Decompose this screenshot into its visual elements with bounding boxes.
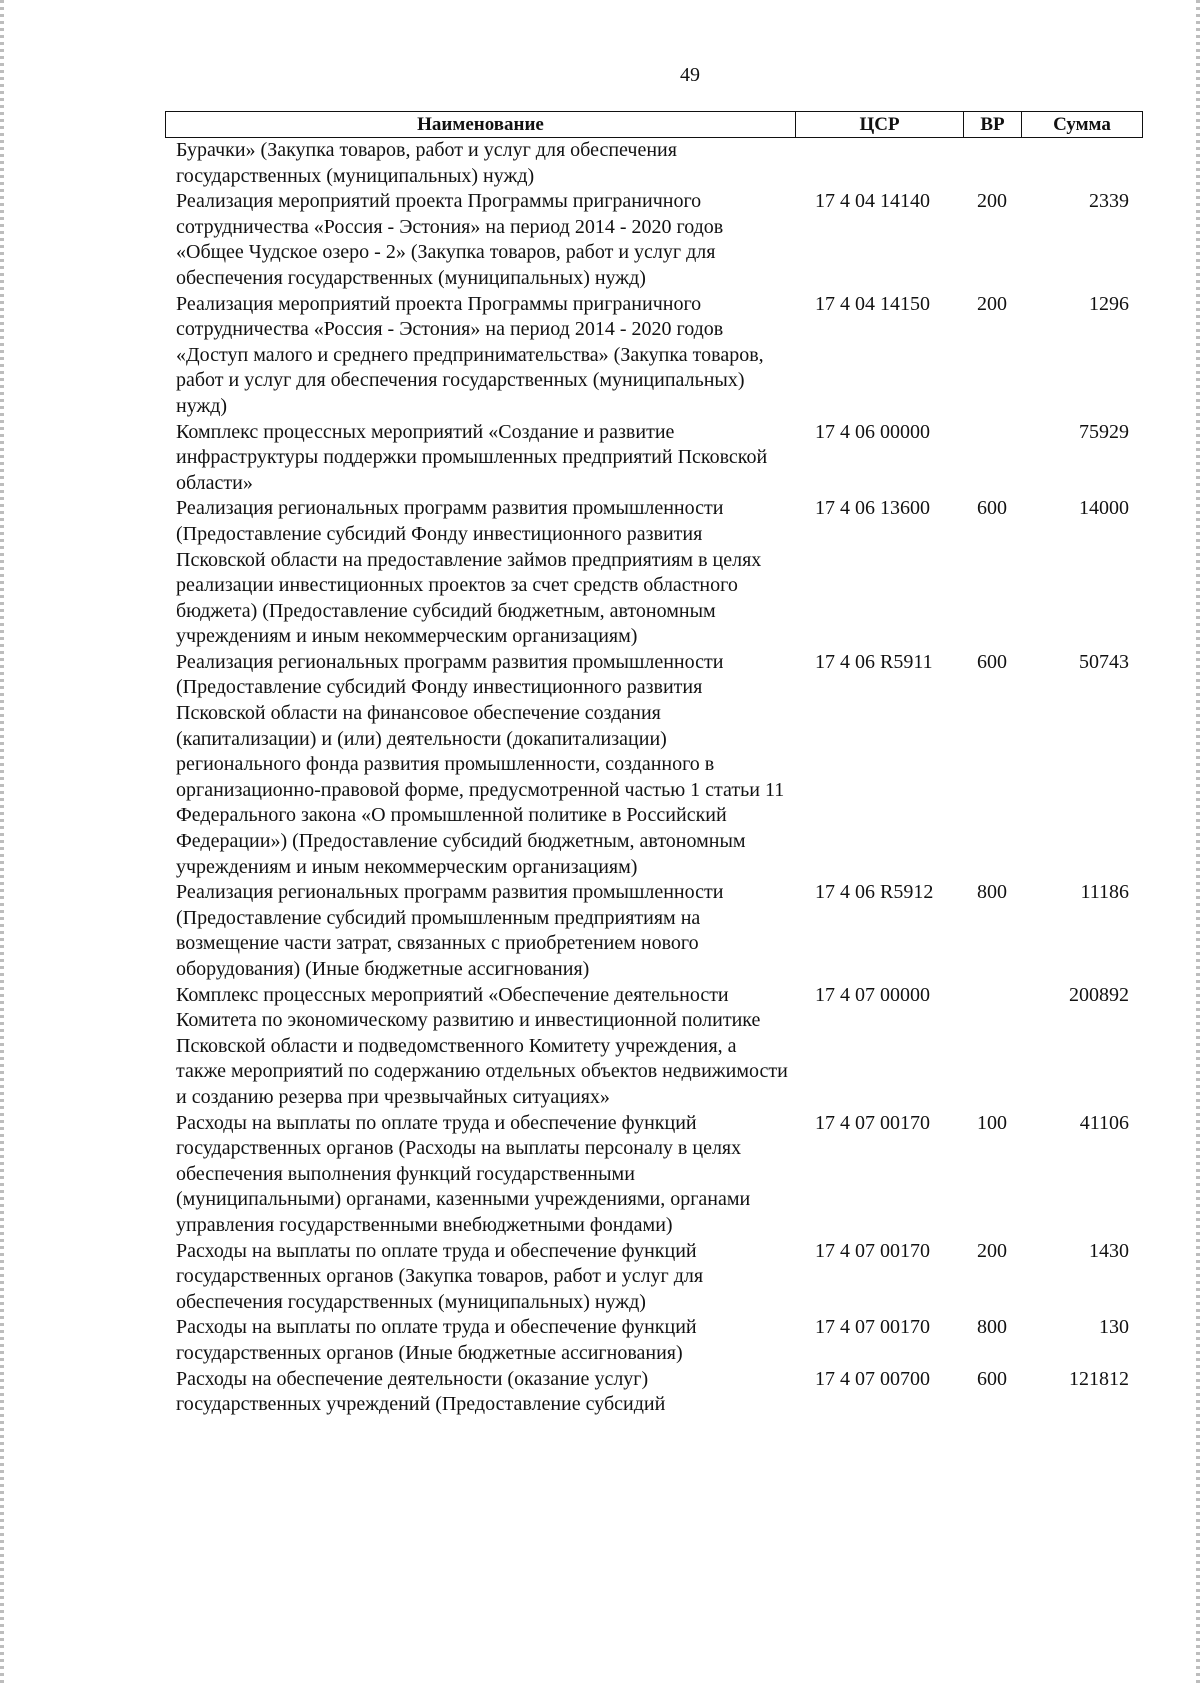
row-sum: 50743 [1079, 650, 1129, 673]
table-row [165, 496, 1143, 650]
row-sum: 1296 [1089, 292, 1129, 315]
row-csr: 17 4 04 14140 [815, 190, 930, 213]
row-vr: 200 [977, 1239, 1007, 1262]
row-name: Расходы на выплаты по оплате труда и обеспечение функций государственных органов (Закупка товаров, работ и услуг для обеспечения государственных (муниципальных) нужд) [176, 1239, 704, 1313]
row-csr: 17 4 06 R5911 [815, 650, 933, 673]
row-vr: 800 [977, 881, 1007, 904]
row-name: Комплекс процессных мероприятий «Обеспечение деятельности Комитета по экономическому развитию и инвестиционной политике Псковской области и подведомственного Комитету учреждения, а также мероприятий по содержанию отдельных объектов недвижимости и созданию резерва при чрезвычайных ситуациях» [176, 983, 788, 1108]
row-vr [963, 983, 1021, 1111]
table-row [165, 189, 1143, 291]
row-name: Реализация мероприятий проекта Программы приграничного сотрудничества «Россия - Эстония» на период 2014 - 2020 годов «Общее Чудское озеро - 2» (Закупка товаров, работ и услуг для обеспечения государственных (муниципальных) нужд) [176, 190, 724, 289]
table-row [165, 292, 1143, 420]
row-sum: 1430 [1089, 1239, 1129, 1262]
table-row [165, 1239, 1143, 1316]
table-header [165, 111, 1143, 138]
row-sum: 41106 [1079, 1111, 1129, 1134]
row-vr: 600 [977, 1367, 1007, 1390]
row-name: Расходы на выплаты по оплате труда и обеспечение функций государственных органов (Расходы на выплаты персоналу в целях обеспечения выполнения функций государственными (муниципальными) органами, казенными учреждениями, органами управления государственными внебюджетными фондами) [176, 1111, 751, 1236]
table-row [165, 880, 1143, 982]
row-name: Реализация региональных программ развития промышленности (Предоставление субсидий Фонду инвестиционного развития Псковской области на финансовое обеспечение создания (капитализации) и (или) деятельности (докапитализации) регионального фонда развития промышленности, созданного в организационно-правовой форме, предусмотренной частью 1 статьи 11 Федерального закона «О промышленной политике в Российский Федерации») (Предоставление субсидий бюджетным, автономным учреждениям и иным некоммерческим организациям) [176, 650, 785, 878]
table-row [165, 420, 1143, 497]
row-sum: 14000 [1079, 497, 1129, 520]
row-vr: 200 [977, 190, 1007, 213]
header-name: Наименование [166, 112, 796, 137]
row-csr: 17 4 07 00000 [815, 983, 930, 1006]
row-sum: 11186 [1080, 881, 1129, 904]
row-csr: 17 4 06 R5912 [815, 881, 934, 904]
row-csr: 17 4 07 00170 [815, 1316, 930, 1339]
table-row [165, 983, 1143, 1111]
row-name: Реализация региональных программ развития промышленности (Предоставление субсидий промышленным предприятиям на возмещение части затрат, связанных с приобретением нового оборудования) (Иные бюджетные ассигнования) [176, 881, 724, 980]
table-row [165, 1315, 1143, 1366]
page-number: 49 [680, 64, 700, 86]
table-row [165, 650, 1143, 880]
row-csr: 17 4 07 00170 [815, 1111, 930, 1134]
budget-table [165, 111, 1143, 1418]
scan-edge-left [0, 0, 4, 1686]
table-row [165, 1367, 1143, 1418]
row-csr: 17 4 06 13600 [815, 497, 930, 520]
row-sum: 200892 [1069, 983, 1129, 1006]
row-name: Комплекс процессных мероприятий «Создание и развитие инфраструктуры поддержки промышленных предприятий Псковской области» [176, 420, 768, 494]
header-sum: Сумма [1053, 114, 1111, 135]
table-body [165, 138, 1143, 1418]
row-csr [795, 138, 963, 189]
row-name: Бурачки» (Закупка товаров, работ и услуг для обеспечения государственных (муниципальных) нужд) [176, 139, 677, 187]
row-sum: 2339 [1089, 190, 1129, 213]
row-sum [1021, 138, 1143, 189]
row-name: Расходы на выплаты по оплате труда и обеспечение функций государственных органов (Иные бюджетные ассигнования) [176, 1316, 697, 1364]
table-row [165, 138, 1143, 189]
row-vr [963, 138, 1021, 189]
row-vr: 200 [977, 292, 1007, 315]
row-csr: 17 4 04 14150 [815, 292, 930, 315]
scan-edge-right [1196, 0, 1200, 1686]
header-csr: ЦСР [796, 112, 964, 137]
header-vr: ВР [964, 112, 1022, 137]
row-csr: 17 4 07 00170 [815, 1239, 930, 1262]
row-csr: 17 4 07 00700 [815, 1367, 930, 1390]
row-name: Реализация региональных программ развития промышленности (Предоставление субсидий Фонду инвестиционного развития Псковской области на предоставление займов предприятиям в целях реализации инвестиционных проектов за счет средств областного бюджета) (Предоставление субсидий бюджетным, автономным учреждениям и иным некоммерческим организациям) [176, 497, 762, 648]
row-sum: 75929 [1079, 420, 1129, 443]
row-vr: 600 [977, 497, 1007, 520]
table-row [165, 1111, 1143, 1239]
row-csr: 17 4 06 00000 [815, 420, 930, 443]
row-vr [963, 420, 1021, 497]
row-vr: 600 [977, 650, 1007, 673]
row-name: Реализация мероприятий проекта Программы приграничного сотрудничества «Россия - Эстония» на период 2014 - 2020 годов «Доступ малого и среднего предпринимательства» (Закупка товаров, работ и услуг для обеспечения государственных (муниципальных) нужд) [176, 292, 764, 417]
row-name: Расходы на обеспечение деятельности (оказание услуг) государственных учреждений (Предоставление субсидий [176, 1367, 666, 1416]
row-sum: 121812 [1069, 1367, 1129, 1390]
row-vr: 100 [977, 1111, 1007, 1134]
row-sum: 130 [1099, 1316, 1129, 1339]
row-vr: 800 [977, 1316, 1007, 1339]
